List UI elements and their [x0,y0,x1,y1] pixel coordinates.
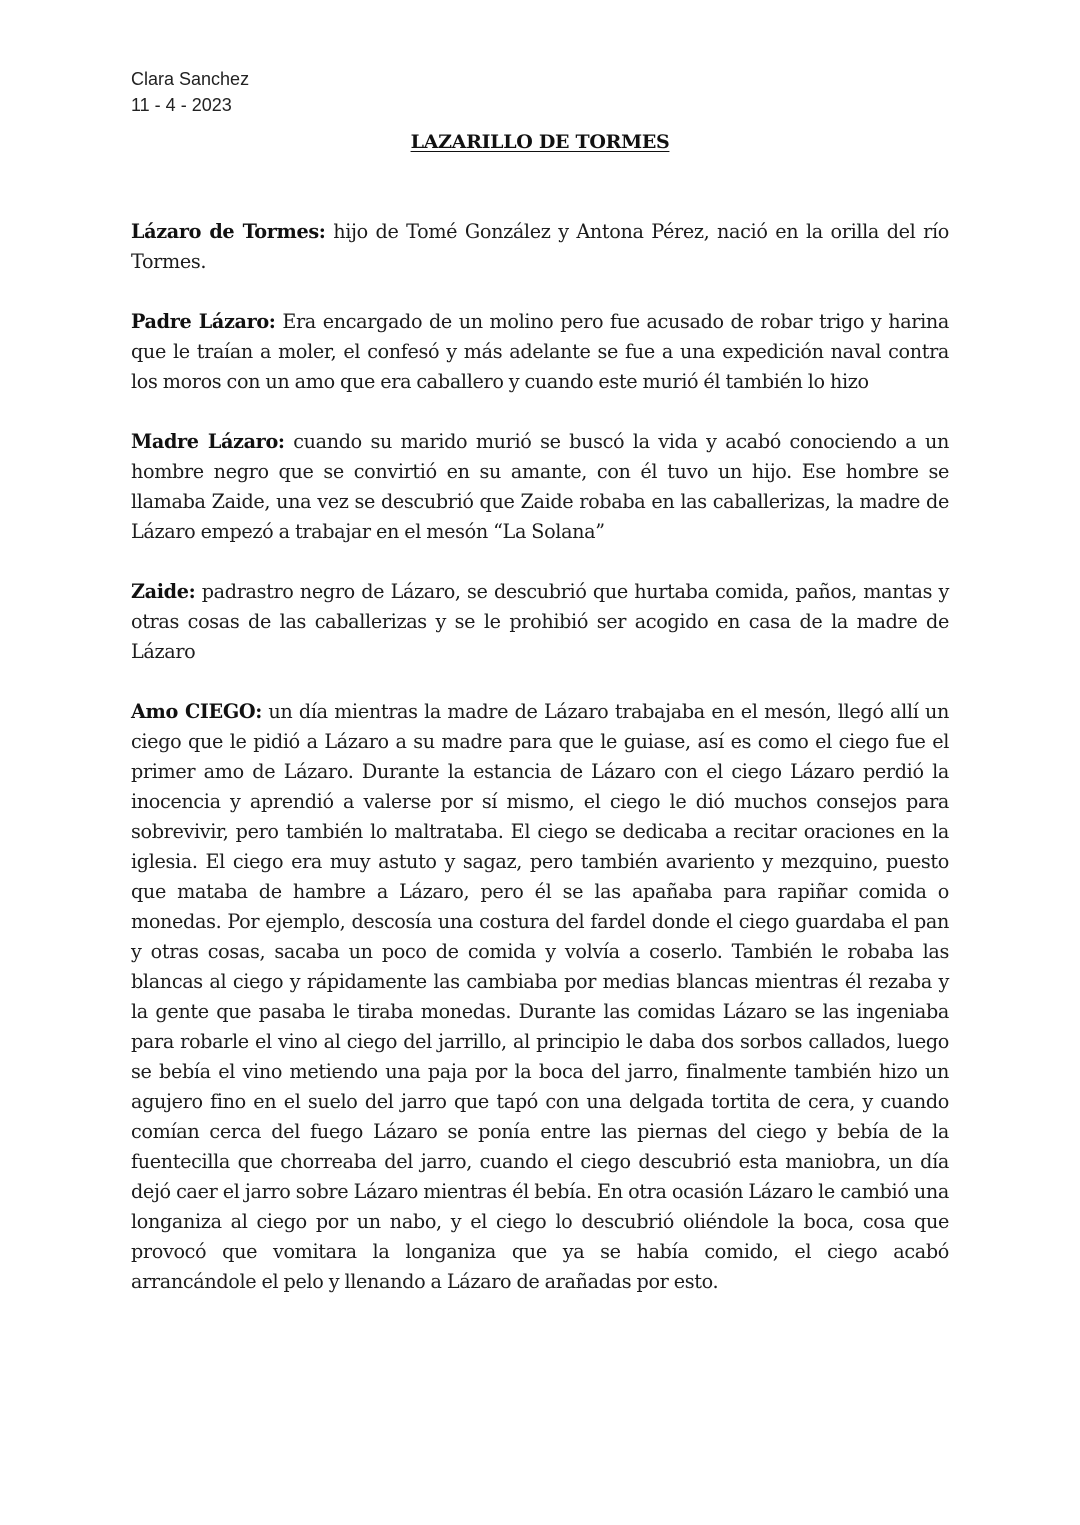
paragraph-text: padrastro negro de Lázaro, se descubrió que hurtaba comida, paños, mantas y otras cosas de las caballerizas y se le prohibió ser acogido en casa de la madre de Lázaro [131,580,949,663]
document-header [131,66,249,118]
paragraph-text: cuando su marido murió se buscó la vida y acabó conociendo a un hombre negro que se convirtió en su amante, con él tuvo un hijo. Ese hombre se llamaba Zaide, una vez se descubrió que Zaide robaba en las caballerizas, la madre de Lázaro empezó a trabajar en el mesón “La Solana” [131,430,949,543]
paragraph-term: Padre Lázaro: [131,310,276,333]
paragraph-term: Zaide: [131,580,196,603]
paragraph-text: Era encargado de un molino pero fue acusado de robar trigo y harina que le traían a moler, el confesó y más adelante se fue a una expedición naval contra los moros con un amo que era caballero y cuando este murió él también lo hizo [131,310,949,393]
paragraph-text: un día mientras la madre de Lázaro trabajaba en el mesón, llegó allí un ciego que le pidió a Lázaro a su madre para que le guiase, así es como el ciego fue el primer amo de Lázaro. Durante la estancia de Lázaro con el ciego Lázaro perdió la inocencia y aprendió a valerse por sí mismo, el ciego le dió muchos consejos para sobrevivir, pero también lo maltrataba. El ciego se dedicaba a recitar oraciones en la iglesia. El ciego era muy astuto y sagaz, pero también avariento y mezquino, puesto que mataba de hambre a Lázaro, pero él se las apañaba para rapiñar comida o monedas. Por ejemplo, descosía una costura del fardel donde el ciego guardaba el pan y otras cosas, sacaba un poco de comida y volvía a coserlo. También le robaba las blancas al ciego y rápidamente las cambiaba por medias blancas mientras él rezaba y la gente que pasaba le tiraba monedas. Durante las comidas Lázaro se las ingeniaba para robarle el vino al ciego del jarrillo, al principio le daba dos sorbos callados, luego se bebía el vino metiendo una paja por la boca del jarro, finalmente también hizo un agujero fino en el suelo del jarro que tapó con una delgada tortita de cera, y cuando comían cerca del fuego Lázaro se ponía entre las piernas del ciego y bebía de la fuentecilla que chorreaba del jarro, cuando el ciego descubrió esta maniobra, un día dejó caer el jarro sobre Lázaro mientras él bebía. En otra ocasión Lázaro le cambió una longaniza al ciego por un nabo, y el ciego lo descubrió oliéndole la boca, cosa que provocó que vomitara la longaniza que ya se había comido, el ciego acabó arrancándole el pelo y llenando a Lázaro de arañadas por esto. [131,700,949,1293]
paragraph-lazaro [131,217,949,277]
document-date: 11 - 4 - 2023 [131,95,232,115]
paragraph-padre [131,307,949,397]
paragraph-term: Lázaro de Tormes: [131,220,326,243]
paragraph-amo-ciego [131,697,949,1297]
paragraph-term: Madre Lázaro: [131,430,285,453]
paragraph-zaide [131,577,949,667]
paragraph-madre [131,427,949,547]
paragraph-text: hijo de Tomé González y Antona Pérez, nació en la orilla del río Tormes. [131,220,949,273]
paragraph-term: Amo CIEGO: [131,700,262,723]
document-title: LAZARILLO DE TORMES [410,131,670,153]
document-body [131,217,949,1327]
author-name: Clara Sanchez [131,69,250,89]
